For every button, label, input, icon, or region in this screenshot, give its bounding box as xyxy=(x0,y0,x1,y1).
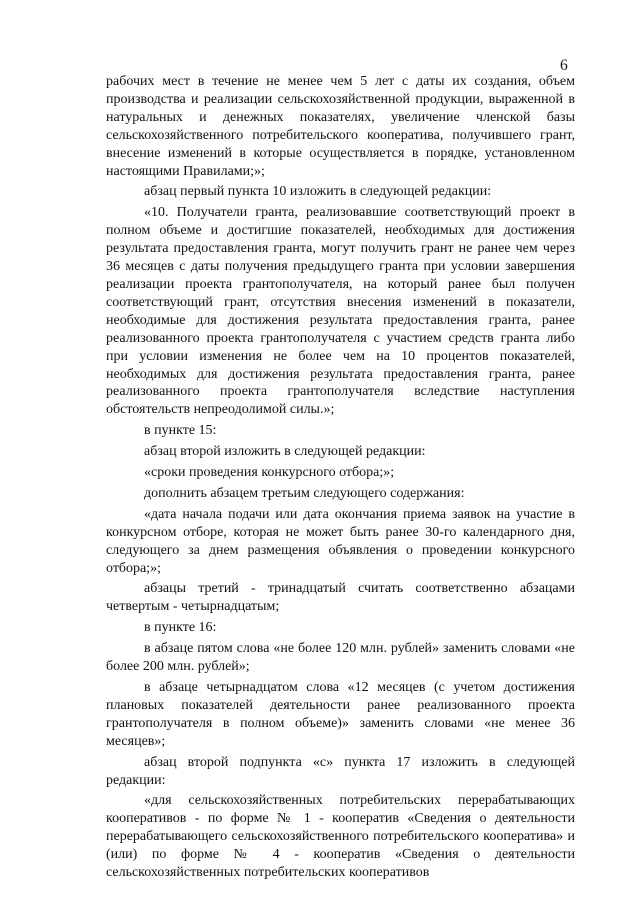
paragraph-amendment-item10-intro: абзац первый пункта 10 изложить в следующей редакции: xyxy=(144,184,492,200)
paragraph-item15-renumbering: абзацы третий - тринадцатый считать соответственно абзацами четвертым - четырнадцатым; xyxy=(106,581,575,615)
paragraph-item16-heading: в пункте 16: xyxy=(144,620,217,636)
paragraph-item16-fifth: в абзаце пятом слова «не более 120 млн. рублей» заменить словами «не более 200 млн. рублей»; xyxy=(106,641,575,675)
paragraph-item16-fourteenth: в абзаце четырнадцатом слова «12 месяцев (с учетом достижения плановых показателей деятельности ранее реализованного проекта грантополучателя в полном объеме)» заменить словами «не менее 36 месяцев»; xyxy=(106,680,575,749)
paragraph-item15-third-intro: дополнить абзацем третьим следующего содержания: xyxy=(144,485,465,501)
paragraph-item15-second-text: «сроки проведения конкурсного отбора;»; xyxy=(144,465,395,481)
paragraph-item15-heading: в пункте 15: xyxy=(144,423,217,439)
document-body xyxy=(106,73,575,882)
paragraph-item15-third-text: «дата начала подачи или дата окончания приема заявок на участие в конкурсном отборе, которая не может быть ранее 30-го календарного дня, следующего за днем размещения объявления о проведении конкурсного отбора;»; xyxy=(106,506,575,576)
paragraph-item17-intro: абзац второй подпункта «с» пункта 17 изложить в следующей редакции: xyxy=(106,754,575,788)
paragraph-item10-text: «10. Получатели гранта, реализовавшие соответствующий проект в полном объеме и достигшие показателей, необходимых для достижения результата предоставления гранта, могут получить грант не ранее чем через 36 месяцев с даты получения предыдущего гранта при условии завершения реализации проекта грантополучателя, на который ранее был получен соответствующий грант, отсутствия внесения изменений в показатели, необходимые для достижения результата предоставления гранта, ранее реализованного проекта грантополучателя с участием средств гранта либо при условии изменения не более чем на 10 процентов показателей, необходимых для достижения результата предоставления гранта, ранее реализованного проекта грантополучателя вследствие наступления обстоятельств непреодолимой силы.»; xyxy=(106,205,575,418)
paragraph-continuation: рабочих мест в течение не менее чем 5 лет с даты их создания, объем производства и реализации сельскохозяйственной продукции, выраженной в натуральных и денежных показателях, увеличение членской базы сельскохозяйственного потребительского кооператива, получившего грант, внесение изменений в которые осуществляется в порядке, установленном настоящими Правилами;»; xyxy=(106,74,575,179)
paragraph-item17-text: «для сельскохозяйственных потребительских перерабатывающих кооперативов - по форме № 1 - кооператив «Сведения о деятельности перерабатывающего сельскохозяйственного потребительского кооператива» и (или) по форме № 4 - кооператив «Сведения о деятельности сельскохозяйственных потребительских кооперативов xyxy=(106,793,575,881)
paragraph-item15-second-intro: абзац второй изложить в следующей редакции: xyxy=(144,444,426,460)
page-number: 6 xyxy=(560,57,568,74)
